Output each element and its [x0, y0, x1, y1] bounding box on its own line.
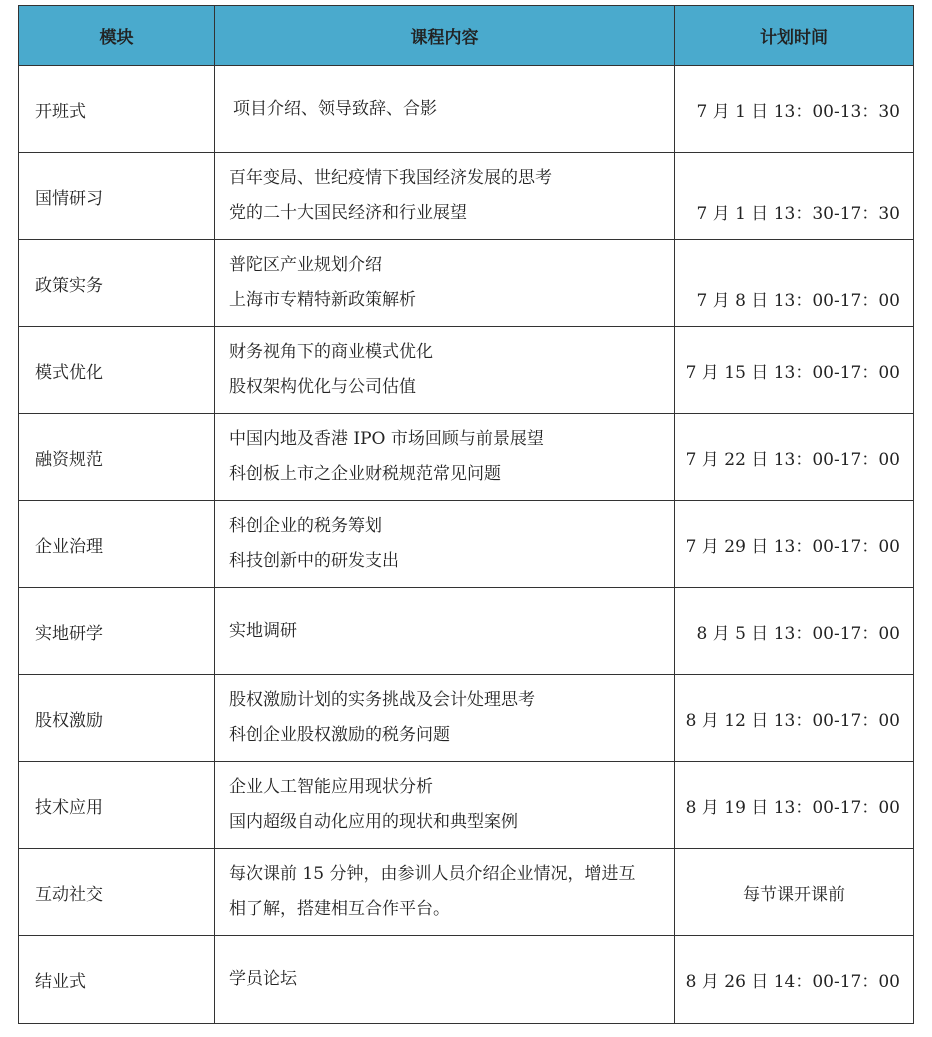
time-cell: [675, 153, 914, 240]
header-module: 模块: [19, 6, 215, 66]
table-row: [19, 762, 914, 849]
content-line: 相了解，搭建相互合作平台。: [229, 899, 450, 919]
content-line: 百年变局、世纪疫情下我国经济发展的思考: [229, 168, 552, 188]
table-row: [19, 501, 914, 588]
table-row: [19, 849, 914, 936]
content-cell: [215, 849, 675, 936]
table-row: [19, 414, 914, 501]
time-cell: 每节课开课前: [675, 849, 914, 936]
table-row: [19, 240, 914, 327]
table-row: [19, 936, 914, 1024]
time-cell: [675, 240, 914, 327]
module-cell: 开班式: [19, 66, 215, 153]
module-cell: 政策实务: [19, 240, 215, 327]
header-content: 课程内容: [215, 6, 675, 66]
content-cell: [215, 588, 675, 675]
time-text: 7 月 8 日 13：00-17：00: [696, 290, 900, 311]
content-line: 股权激励计划的实务挑战及会计处理思考: [229, 690, 535, 710]
content-cell: [215, 675, 675, 762]
module-cell: 融资规范: [19, 414, 215, 501]
module-cell: 模式优化: [19, 327, 215, 414]
module-cell: 股权激励: [19, 675, 215, 762]
table-row: [19, 327, 914, 414]
content-line: 实地调研: [229, 620, 297, 641]
content-cell: [215, 762, 675, 849]
header-time: 计划时间: [675, 6, 914, 66]
content-cell: [215, 501, 675, 588]
table-row: [19, 66, 914, 153]
content-line: 学员论坛: [229, 969, 297, 989]
content-line: 股权架构优化与公司估值: [229, 377, 416, 397]
table-row: [19, 675, 914, 762]
content-line: 普陀区产业规划介绍: [229, 255, 382, 275]
time-cell: 7 月 1 日 13：00-13：30: [675, 66, 914, 153]
content-line: 中国内地及香港 IPO 市场回顾与前景展望: [229, 429, 544, 449]
content-cell: [215, 327, 675, 414]
content-line: 项目介绍、领导致辞、合影: [233, 98, 437, 119]
module-cell: 互动社交: [19, 849, 215, 936]
content-line: 每次课前 15 分钟，由参训人员介绍企业情况，增进互: [229, 864, 636, 884]
content-line: 企业人工智能应用现状分析: [229, 777, 433, 797]
content-cell: [215, 414, 675, 501]
table-row: [19, 588, 914, 675]
time-cell: 7 月 15 日 13：00-17：00: [675, 327, 914, 414]
content-cell: [215, 153, 675, 240]
time-cell: 8 月 12 日 13：00-17：00: [675, 675, 914, 762]
module-cell: 国情研习: [19, 153, 215, 240]
content-line: 国内超级自动化应用的现状和典型案例: [229, 812, 518, 832]
module-cell: 企业治理: [19, 501, 215, 588]
time-cell: 7 月 22 日 13：00-17：00: [675, 414, 914, 501]
content-cell: [215, 240, 675, 327]
table-row: [19, 153, 914, 240]
content-line: 科技创新中的研发支出: [229, 551, 399, 571]
module-cell: 结业式: [19, 936, 215, 1024]
table-header-row: [19, 6, 914, 66]
content-line: 财务视角下的商业模式优化: [229, 342, 433, 362]
content-cell: [215, 936, 675, 1024]
time-text: 7 月 1 日 13：30-17：30: [696, 203, 900, 224]
content-line: 科创企业股权激励的税务问题: [229, 725, 450, 745]
content-line: 科创企业的税务筹划: [229, 516, 382, 536]
time-cell: 8 月 5 日 13：00-17：00: [675, 588, 914, 675]
module-cell: 技术应用: [19, 762, 215, 849]
time-cell: 8 月 26 日 14：00-17：00: [675, 936, 914, 1024]
module-cell: 实地研学: [19, 588, 215, 675]
content-line: 上海市专精特新政策解析: [229, 290, 416, 310]
content-line: 党的二十大国民经济和行业展望: [229, 203, 467, 223]
time-cell: 7 月 29 日 13：00-17：00: [675, 501, 914, 588]
content-cell: [215, 66, 675, 153]
content-line: 科创板上市之企业财税规范常见问题: [229, 464, 501, 484]
course-schedule-table: [18, 5, 914, 1024]
time-cell: 8 月 19 日 13：00-17：00: [675, 762, 914, 849]
